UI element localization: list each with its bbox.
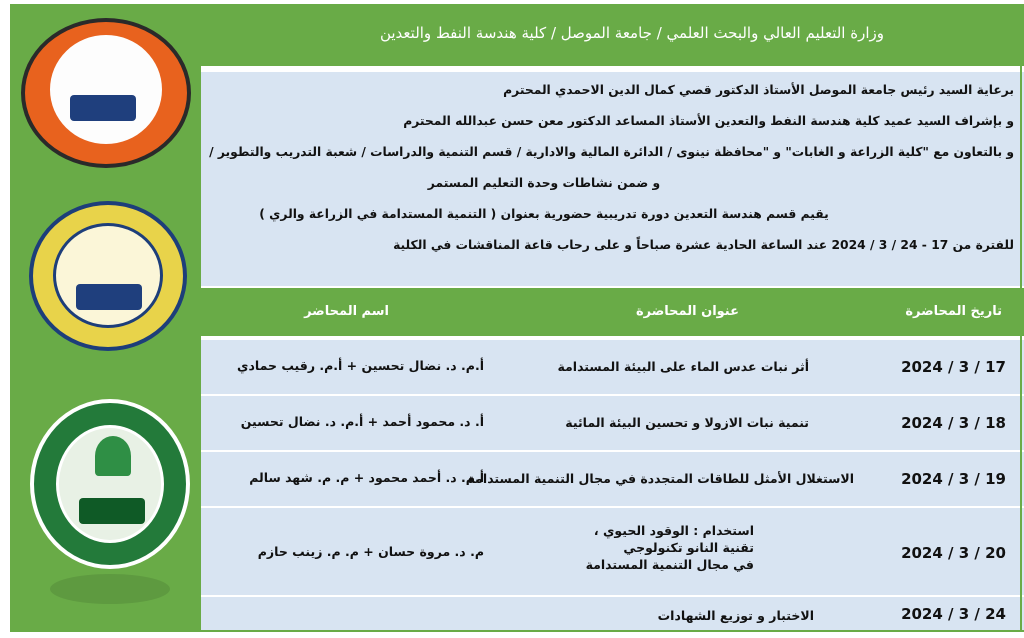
logo-shadow: [50, 574, 170, 604]
table-row: [199, 450, 1024, 506]
intro-line-activities: و ضمن نشاطات وحدة التعليم المستمر: [427, 176, 661, 190]
intro-line-cooperation: و بالتعاون مع "كلية الزراعة و الغابات" و "محافظة نينوى / الدائرة المالية والادارية / قسم التنمية والدراسات / شعبة التدريب والتطوير /: [209, 145, 1014, 159]
frame-bottom: [199, 630, 1024, 632]
petroleum-seal-center: [53, 223, 163, 328]
header-lecturer: اسم المحاضر: [304, 304, 389, 319]
announcement-panel: [199, 4, 1024, 632]
header-bar: [199, 4, 1024, 68]
table-row: [199, 394, 1024, 450]
table-header: [199, 288, 1024, 336]
header-date: تاريخ المحاضرة: [905, 304, 1002, 319]
table-row: [199, 338, 1024, 394]
book-icon: [79, 498, 145, 524]
book-icon: [70, 95, 136, 121]
intro-lines: [209, 82, 1014, 268]
intro-line-course: يقيم قسم هندسة التعدين دورة تدريبية حضورية بعنوان ( التنمية المستدامة في الزراعة والري ): [259, 207, 829, 221]
row-title: أثر نبات عدس الماء على البيئة المستدامة: [557, 359, 809, 374]
book-icon: [76, 284, 142, 310]
row-date: 24 / 3 / 2024: [901, 605, 1006, 623]
college-of-agriculture-logo: [30, 399, 190, 569]
intro-line-period: للفترة من 17 - 24 / 3 / 2024 عند الساعة الحادية عشرة صباحاً و على رحاب قاعة المناقشات في الكلية: [393, 238, 1014, 252]
frame-left: [199, 4, 201, 632]
tree-icon: [95, 436, 131, 476]
row-lecturer: أ.م. د. نضال تحسين + أ.م. رقيب حمادي: [237, 358, 484, 373]
row-lecturer: أ. د. محمود أحمد + أ.م. د. نضال تحسين: [240, 414, 484, 429]
row-date: 17 / 3 / 2024: [901, 358, 1006, 376]
row-lecturer: أ.م. د. أحمد محمود + م. م. شهد سالم: [249, 470, 484, 485]
intro-line-supervision: و بإشراف السيد عميد كلية هندسة النفط والتعدين الأستاذ المساعد الدكتور معن حسن عبدالله المحترم: [403, 114, 1014, 128]
frame-right: [1020, 4, 1022, 632]
university-of-mosul-logo: [21, 18, 191, 168]
university-seal-center: [47, 32, 165, 147]
row-title: الاختبار و توزيع الشهادات: [657, 608, 814, 623]
row-date: 20 / 3 / 2024: [901, 544, 1006, 562]
row-title: استخدام : الوقود الحيوي ، تقنية النانو تكنولوجي في مجال التنمية المستدامة: [585, 523, 754, 572]
intro-section: [199, 72, 1024, 286]
row-date: 18 / 3 / 2024: [901, 414, 1006, 432]
agriculture-seal-center: [56, 425, 164, 543]
row-lecturer: م. د. مروة حسان + م. م. زينب حازم: [257, 544, 484, 559]
header-title: وزارة التعليم العالي والبحث العلمي / جامعة الموصل / كلية هندسة النفط والتعدين: [379, 24, 884, 42]
row-date: 19 / 3 / 2024: [901, 470, 1006, 488]
logo-sidebar: [10, 4, 199, 632]
table-row: [199, 506, 1024, 595]
college-of-petroleum-logo: [29, 201, 187, 351]
row-title: الاستغلال الأمثل للطاقات المتجددة في مجال التنمية المستدامة: [467, 471, 854, 486]
table-row: [199, 595, 1024, 632]
row-title: تنمية نبات الازولا و تحسين البيئة المائية: [565, 415, 809, 430]
header-title-col: عنوان المحاضرة: [635, 304, 739, 319]
intro-line-patronage: برعاية السيد رئيس جامعة الموصل الأستاذ الدكتور قصي كمال الدين الاحمدي المحترم: [503, 83, 1014, 97]
